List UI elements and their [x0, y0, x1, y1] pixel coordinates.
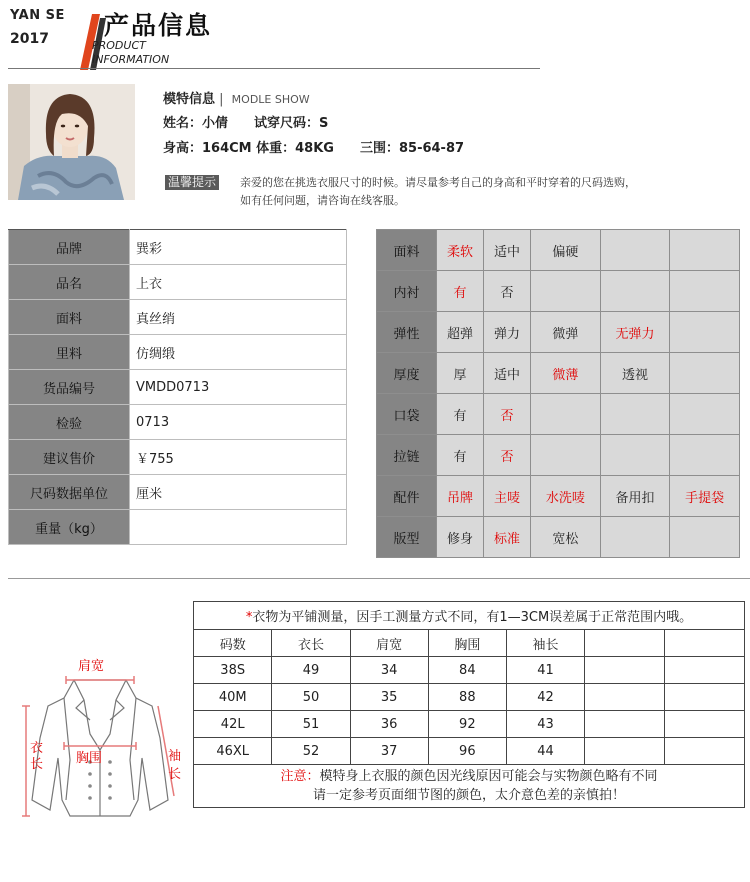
model-info-title: 模特信息 [163, 92, 216, 107]
sleeve-label-1: 袖 [168, 749, 182, 764]
attr-option-selected: 微薄 [531, 353, 601, 394]
attr-option-selected: 有 [437, 271, 484, 312]
length-label-1: 衣 [30, 741, 44, 756]
tip-badge: 温馨提示 [165, 175, 219, 190]
info-row [9, 300, 347, 335]
attr-option [670, 517, 740, 558]
attr-option [531, 435, 601, 476]
size-header-cell: 码数 [194, 630, 272, 657]
attr-key: 弹性 [377, 312, 437, 353]
attr-option [670, 312, 740, 353]
size-cell [665, 711, 745, 738]
attr-row [377, 435, 740, 476]
size-cell: 35 [350, 684, 428, 711]
attr-option-selected: 手提袋 [670, 476, 740, 517]
info-row [9, 370, 347, 405]
info-row [9, 335, 347, 370]
size-row [194, 711, 745, 738]
info-key: 面料 [9, 300, 130, 335]
size-cell: 50 [272, 684, 350, 711]
size-cell [585, 738, 665, 765]
attr-row [377, 476, 740, 517]
size-cell: 34 [350, 657, 428, 684]
info-value: VMDD0713 [130, 370, 347, 405]
attr-row [377, 394, 740, 435]
attr-row [377, 312, 740, 353]
attr-option [670, 353, 740, 394]
attr-option: 厚 [437, 353, 484, 394]
attr-option: 弹力 [484, 312, 531, 353]
product-attributes-table [376, 229, 740, 558]
info-row [9, 440, 347, 475]
sleeve-label-2: 长 [168, 767, 182, 782]
info-value: 上衣 [130, 265, 347, 300]
attr-option: 备用扣 [600, 476, 670, 517]
info-key: 重量（kg） [9, 510, 130, 545]
info-key: 里料 [9, 335, 130, 370]
attr-option: 偏硬 [531, 230, 601, 271]
size-cell [585, 711, 665, 738]
size-cell: 37 [350, 738, 428, 765]
attr-option [670, 271, 740, 312]
attr-key: 版型 [377, 517, 437, 558]
attr-option-selected: 水洗唛 [531, 476, 601, 517]
size-row [194, 738, 745, 765]
size-header-cell: 肩宽 [350, 630, 428, 657]
size-cell: 46XL [194, 738, 272, 765]
attr-option [600, 271, 670, 312]
size-cell [585, 657, 665, 684]
footer-note-line1: 模特身上衣服的颜色因光线原因可能会与实物颜色略有不同 [319, 769, 658, 784]
model-info-subtitle: MODLE SHOW [231, 93, 310, 106]
info-row [9, 475, 347, 510]
size-footer-row [194, 765, 745, 808]
attr-row [377, 230, 740, 271]
size-table [193, 601, 745, 808]
attr-row [377, 271, 740, 312]
attr-key: 内衬 [377, 271, 437, 312]
size-cell [665, 657, 745, 684]
info-key: 品名 [9, 265, 130, 300]
tip-text-line1: 亲爱的您在挑选衣服尺寸的时候。请尽量参考自己的身高和平时穿着的尺码选购， [240, 176, 636, 189]
size-cell: 36 [350, 711, 428, 738]
size-row [194, 684, 745, 711]
info-value [130, 510, 347, 545]
info-row [9, 510, 347, 545]
size-cell: 52 [272, 738, 350, 765]
page-subtitle-line2: INFORMATION [92, 53, 170, 66]
size-footer-note [194, 765, 745, 808]
size-cell: 40M [194, 684, 272, 711]
model-measurements: 身高：164CM 体重：48KG 三围：85-64-87 [163, 141, 465, 156]
attr-option-selected: 吊牌 [437, 476, 484, 517]
attr-option [531, 394, 601, 435]
size-note-text: 衣物为平铺测量，因手工测量方式不同，有1—3CM误差属于正常范围内哦。 [252, 610, 693, 625]
brand-year: 2017 [10, 31, 49, 47]
brand-name: YAN SE [10, 8, 65, 23]
length-label-2: 长 [30, 757, 44, 772]
info-key: 建议售价 [9, 440, 130, 475]
info-value: 0713 [130, 405, 347, 440]
page-subtitle-line1: PRODUCT [92, 39, 146, 52]
shoulder-label: 肩宽 [78, 659, 105, 674]
info-key: 货品编号 [9, 370, 130, 405]
model-info-heading: 模特信息 | MODLE SHOW [163, 92, 310, 107]
attr-option [670, 435, 740, 476]
attr-option [600, 435, 670, 476]
attr-option-selected: 否 [484, 394, 531, 435]
attr-row [377, 353, 740, 394]
attr-row [377, 517, 740, 558]
attr-option-selected: 无弹力 [600, 312, 670, 353]
size-cell [585, 684, 665, 711]
size-cell: 44 [506, 738, 584, 765]
info-value: 真丝绡 [130, 300, 347, 335]
info-value: 仿绸缎 [130, 335, 347, 370]
attr-option [600, 517, 670, 558]
attr-option [670, 394, 740, 435]
size-cell: 42L [194, 711, 272, 738]
size-cell: 84 [428, 657, 506, 684]
size-cell: 38S [194, 657, 272, 684]
size-cell: 43 [506, 711, 584, 738]
attr-option: 适中 [484, 230, 531, 271]
section-divider [8, 578, 750, 579]
size-header-row [194, 630, 745, 657]
attr-option: 否 [484, 271, 531, 312]
chest-label: 胸围 [76, 751, 103, 766]
info-key: 检验 [9, 405, 130, 440]
size-note-star: * [245, 610, 253, 625]
footer-note-line2: 请一定参考页面细节图的颜色，太介意色差的亲慎拍！ [312, 788, 625, 803]
attr-option-selected: 标准 [484, 517, 531, 558]
size-cell: 51 [272, 711, 350, 738]
size-row [194, 657, 745, 684]
size-cell: 96 [428, 738, 506, 765]
size-cell: 42 [506, 684, 584, 711]
attr-option: 适中 [484, 353, 531, 394]
attr-key: 面料 [377, 230, 437, 271]
tip-text-line2: 如有任何问题，请咨询在线客服。 [240, 194, 405, 207]
attr-key: 厚度 [377, 353, 437, 394]
attr-option: 微弹 [531, 312, 601, 353]
size-cell: 92 [428, 711, 506, 738]
info-row [9, 230, 347, 265]
attr-option: 有 [437, 394, 484, 435]
size-cell [665, 684, 745, 711]
attr-option-selected: 柔软 [437, 230, 484, 271]
info-value: 巽彩 [130, 230, 347, 265]
info-row [9, 265, 347, 300]
info-value: ￥755 [130, 440, 347, 475]
size-header-cell: 胸围 [428, 630, 506, 657]
attr-option: 透视 [600, 353, 670, 394]
size-header-cell: 衣长 [272, 630, 350, 657]
info-key: 尺码数据单位 [9, 475, 130, 510]
product-info-table [8, 229, 347, 545]
info-row [9, 405, 347, 440]
header-divider [8, 68, 540, 69]
model-photo [8, 84, 135, 200]
size-cell: 88 [428, 684, 506, 711]
jacket-measurement-diagram [10, 650, 190, 830]
info-key: 品牌 [9, 230, 130, 265]
size-header-cell [585, 630, 665, 657]
size-note [194, 602, 745, 630]
attr-option: 有 [437, 435, 484, 476]
page-title: 产品信息 [104, 11, 213, 40]
attr-option: 宽松 [531, 517, 601, 558]
attr-option [600, 394, 670, 435]
size-cell: 49 [272, 657, 350, 684]
attr-option: 修身 [437, 517, 484, 558]
size-cell [665, 738, 745, 765]
attr-key: 口袋 [377, 394, 437, 435]
footer-note-label: 注意： [280, 769, 320, 784]
attr-option [600, 230, 670, 271]
size-cell: 41 [506, 657, 584, 684]
attr-key: 拉链 [377, 435, 437, 476]
attr-option [531, 271, 601, 312]
attr-option-selected: 否 [484, 435, 531, 476]
size-header-cell [665, 630, 745, 657]
attr-key: 配件 [377, 476, 437, 517]
info-value: 厘米 [130, 475, 347, 510]
model-name-size: 姓名：小倩 试穿尺码：S [163, 116, 329, 131]
attr-option-selected: 主唛 [484, 476, 531, 517]
attr-option [670, 230, 740, 271]
size-header-cell: 袖长 [506, 630, 584, 657]
attr-option: 超弹 [437, 312, 484, 353]
